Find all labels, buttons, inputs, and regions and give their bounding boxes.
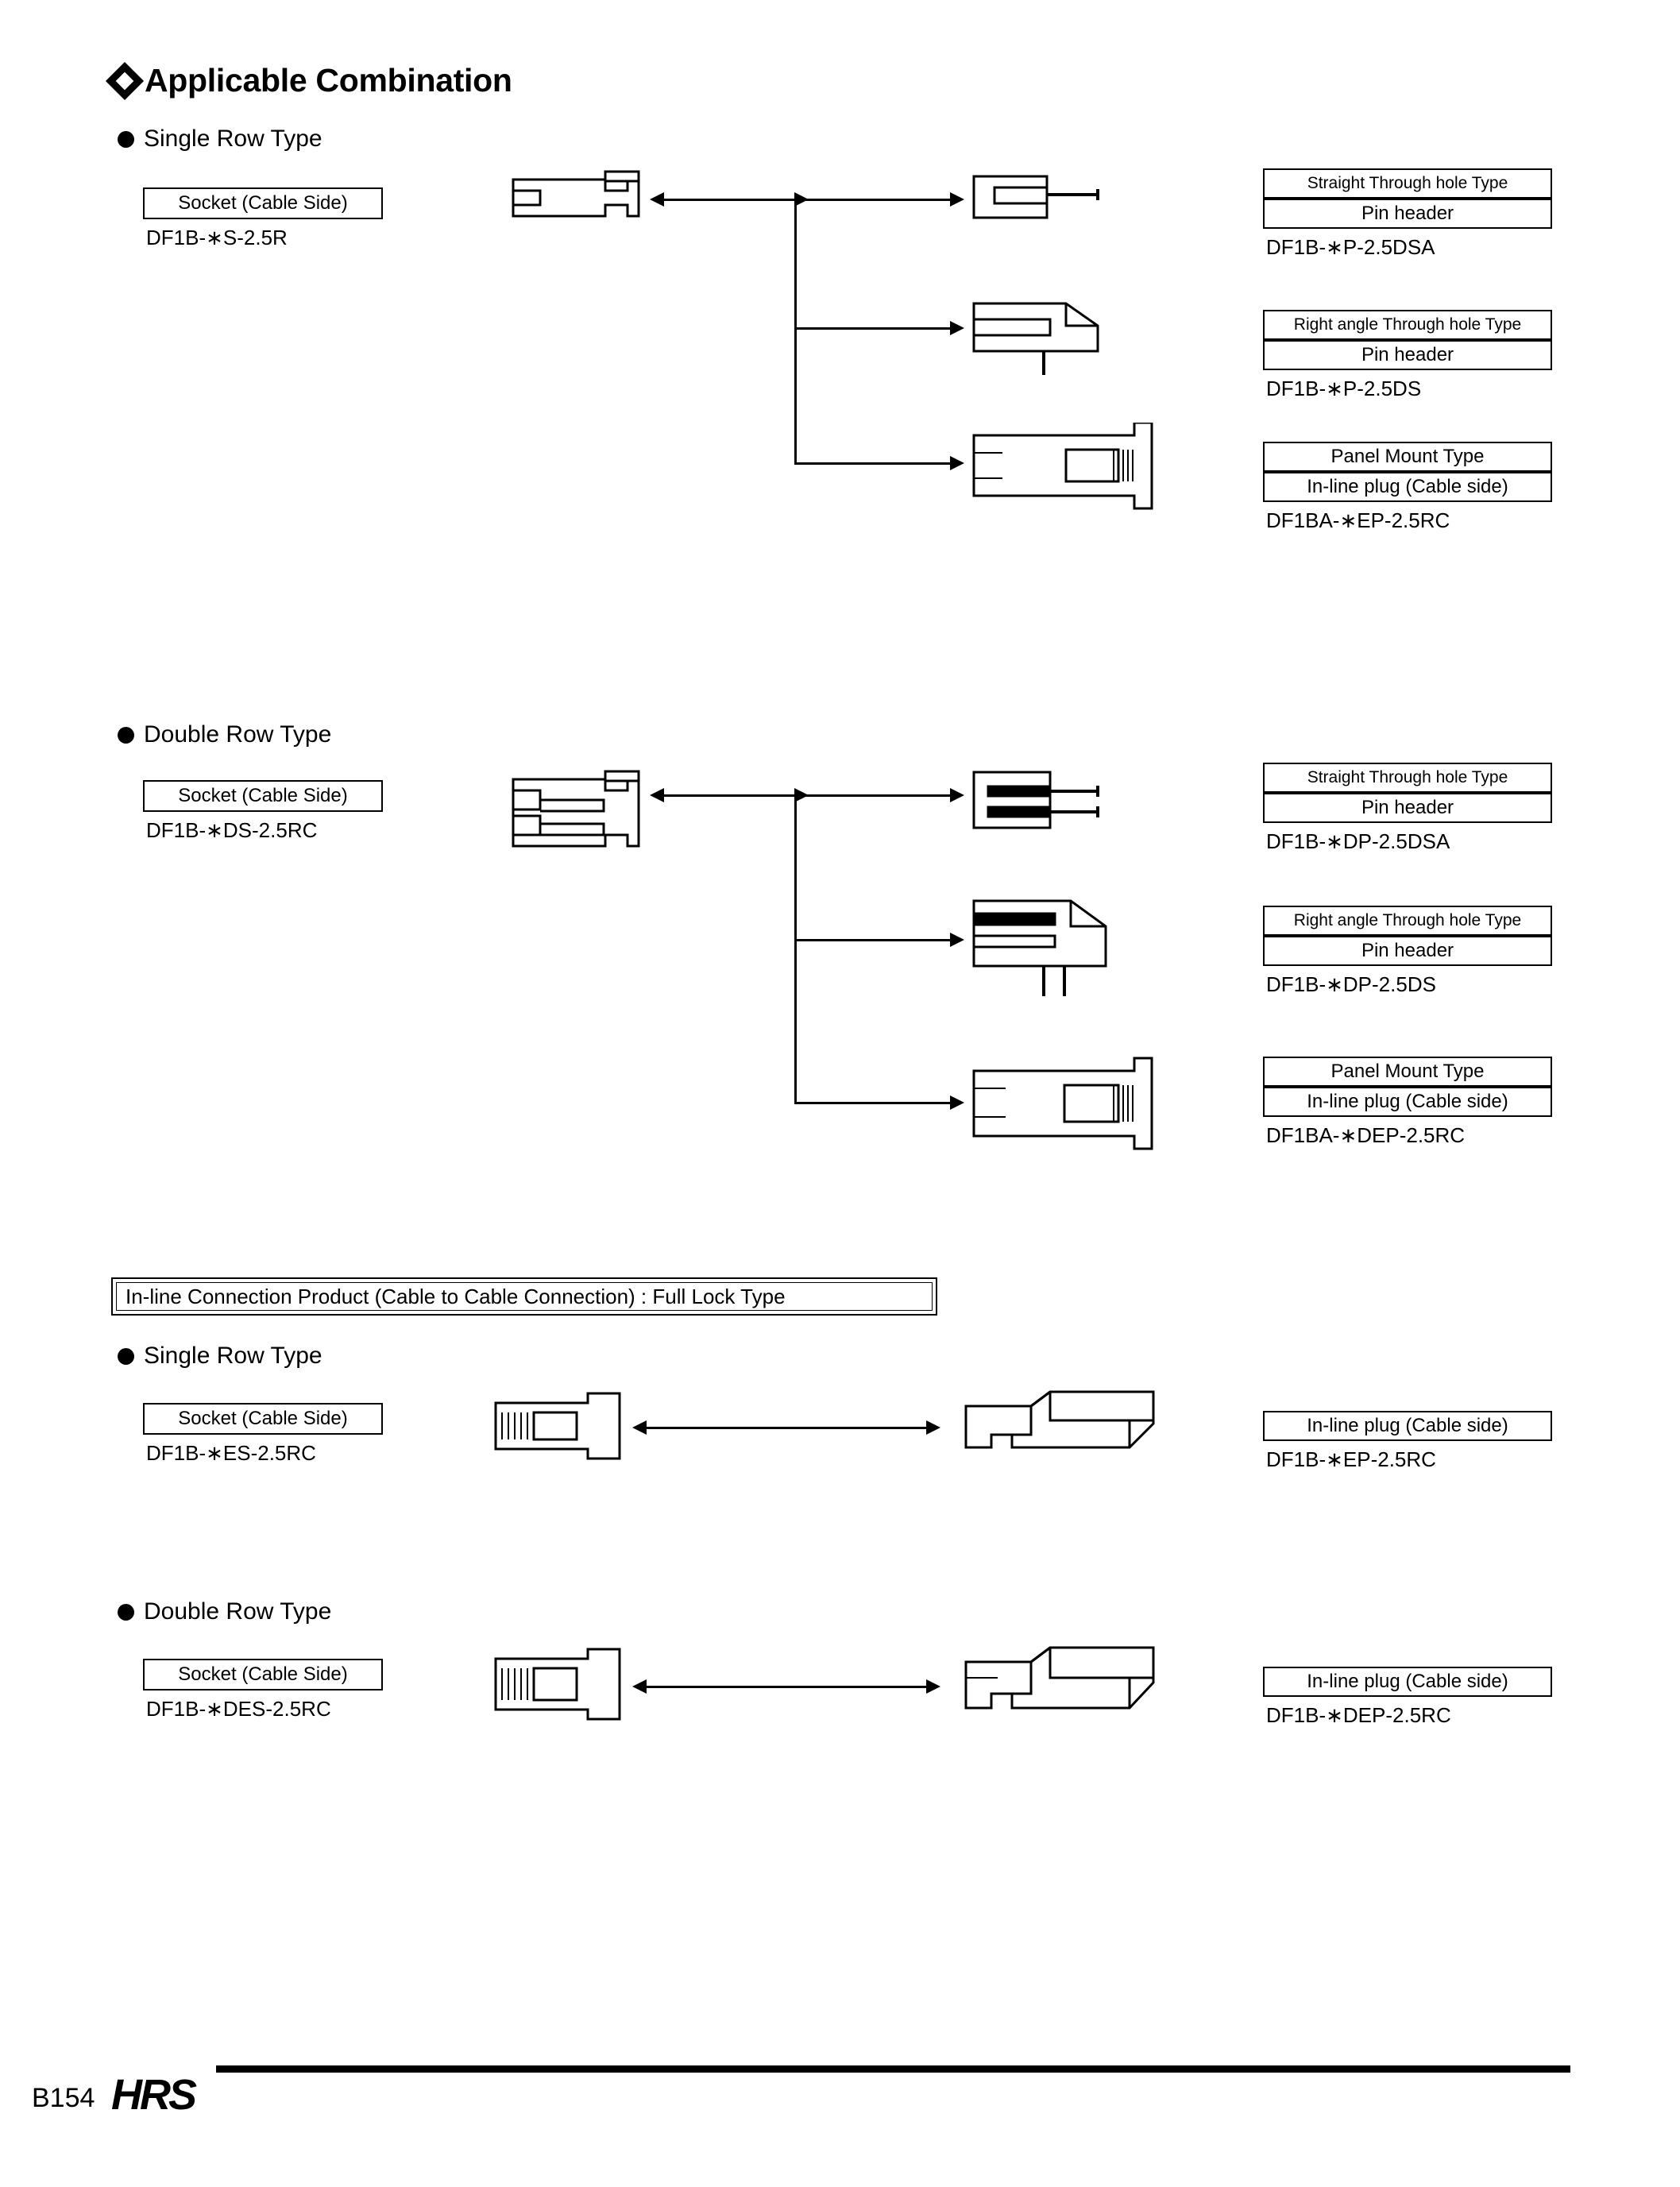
connector-line-double <box>659 794 802 797</box>
right-label-2b-double: Pin header <box>1263 936 1552 966</box>
connector-line <box>659 199 802 201</box>
inline-socket-box-double: Socket (Cable Side) <box>143 1659 383 1690</box>
right-label-3a-single: Panel Mount Type <box>1263 442 1552 472</box>
socket-double-drawing <box>508 767 659 854</box>
straight-pin-header-single-drawing <box>971 168 1122 222</box>
branch-arrow-2-icon <box>950 933 964 947</box>
socket-box-double: Socket (Cable Side) <box>143 780 383 812</box>
branch-arrow-1-icon <box>950 192 964 207</box>
inline-plug-single-drawing <box>963 1374 1169 1462</box>
inline-connection-bar-label: In-line Connection Product (Cable to Cable Connection) : Full Lock Type <box>126 1284 786 1308</box>
footer-rule <box>216 2065 1570 2073</box>
branch-line-2-double <box>794 939 953 941</box>
inline-connection-bar <box>111 1277 937 1316</box>
inline-heading-double-row <box>118 1598 331 1625</box>
socket-code-single: DF1B-∗S-2.5R <box>146 226 288 249</box>
bullet-icon <box>118 1348 134 1365</box>
inline-right-code-single: DF1B-∗EP-2.5RC <box>1266 1447 1436 1471</box>
panel-mount-single-drawing <box>971 423 1169 510</box>
branch-arrow-3-icon <box>950 1095 964 1110</box>
diamond-bullet-icon <box>106 61 144 99</box>
right-label-1b-single: Pin header <box>1263 199 1552 229</box>
right-angle-pin-header-single-drawing <box>971 292 1130 380</box>
arrow-left-icon <box>650 788 664 802</box>
inline-socket-box-single: Socket (Cable Side) <box>143 1403 383 1435</box>
section-heading-double-row <box>118 721 331 748</box>
panel-mount-double-drawing <box>971 1057 1169 1152</box>
right-label-2b-single: Pin header <box>1263 340 1552 370</box>
arrow-left-icon <box>632 1420 647 1435</box>
arrow-right-icon <box>926 1420 940 1435</box>
right-code-1-single: DF1B-∗P-2.5DSA <box>1266 235 1435 259</box>
bullet-icon <box>118 131 134 148</box>
bullet-icon <box>118 727 134 744</box>
inline-socket-single-drawing <box>492 1390 635 1462</box>
branch-line-2 <box>794 327 953 330</box>
right-label-3b-double: In-line plug (Cable side) <box>1263 1087 1552 1117</box>
branch-arrow-2-icon <box>950 321 964 335</box>
branch-line-3 <box>794 462 953 465</box>
right-label-1a-single: Straight Through hole Type <box>1263 168 1552 199</box>
inline-socket-code-single: DF1B-∗ES-2.5RC <box>146 1441 316 1465</box>
page-number: B154 <box>32 2083 95 2113</box>
page-title-text: Applicable Combination <box>145 62 512 99</box>
branch-line-1 <box>794 199 953 201</box>
inline-connector-double <box>643 1686 937 1688</box>
inline-plug-double-drawing <box>963 1629 1169 1724</box>
connector-trunk <box>794 199 797 465</box>
right-label-2a-double: Right angle Through hole Type <box>1263 906 1552 936</box>
branch-line-3-double <box>794 1102 953 1104</box>
section-heading-label: Double Row Type <box>144 721 332 748</box>
inline-heading-label: Double Row Type <box>144 1598 332 1625</box>
connector-trunk-double <box>794 794 797 1104</box>
right-code-2-single: DF1B-∗P-2.5DS <box>1266 377 1422 400</box>
inline-connector-single <box>643 1427 937 1429</box>
arrow-left-icon <box>632 1679 647 1694</box>
right-label-1b-double: Pin header <box>1263 793 1552 823</box>
right-code-3-double: DF1BA-∗DEP-2.5RC <box>1266 1123 1466 1147</box>
right-code-1-double: DF1B-∗DP-2.5DSA <box>1266 829 1450 853</box>
socket-code-double: DF1B-∗DS-2.5RC <box>146 818 318 842</box>
bullet-icon <box>118 1604 134 1621</box>
right-label-1a-double: Straight Through hole Type <box>1263 763 1552 793</box>
right-code-3-single: DF1BA-∗EP-2.5RC <box>1266 508 1450 532</box>
hrs-logo: HRS <box>111 2071 195 2119</box>
branch-arrow-3-icon <box>950 456 964 470</box>
right-label-3b-single: In-line plug (Cable side) <box>1263 472 1552 502</box>
inline-heading-single-row <box>118 1343 322 1370</box>
straight-pin-header-double-drawing <box>971 763 1130 838</box>
inline-socket-code-double: DF1B-∗DES-2.5RC <box>146 1697 331 1721</box>
arrow-right-icon <box>926 1679 940 1694</box>
inline-socket-double-drawing <box>492 1646 635 1721</box>
section-heading-label: Single Row Type <box>144 126 322 152</box>
inline-right-label-double: In-line plug (Cable side) <box>1263 1667 1552 1697</box>
socket-box-single: Socket (Cable Side) <box>143 187 383 219</box>
socket-single-drawing <box>508 167 659 224</box>
right-angle-pin-header-double-drawing <box>971 890 1137 1001</box>
right-label-2a-single: Right angle Through hole Type <box>1263 310 1552 340</box>
right-label-3a-double: Panel Mount Type <box>1263 1057 1552 1087</box>
inline-right-label-single: In-line plug (Cable side) <box>1263 1411 1552 1441</box>
page-title <box>111 62 512 99</box>
inline-right-code-double: DF1B-∗DEP-2.5RC <box>1266 1703 1451 1727</box>
branch-line-1-double <box>794 794 953 797</box>
right-code-2-double: DF1B-∗DP-2.5DS <box>1266 972 1436 996</box>
inline-heading-label: Single Row Type <box>144 1343 322 1369</box>
branch-arrow-1-icon <box>950 788 964 802</box>
arrow-left-icon <box>650 192 664 207</box>
section-heading-single-row <box>118 126 322 153</box>
